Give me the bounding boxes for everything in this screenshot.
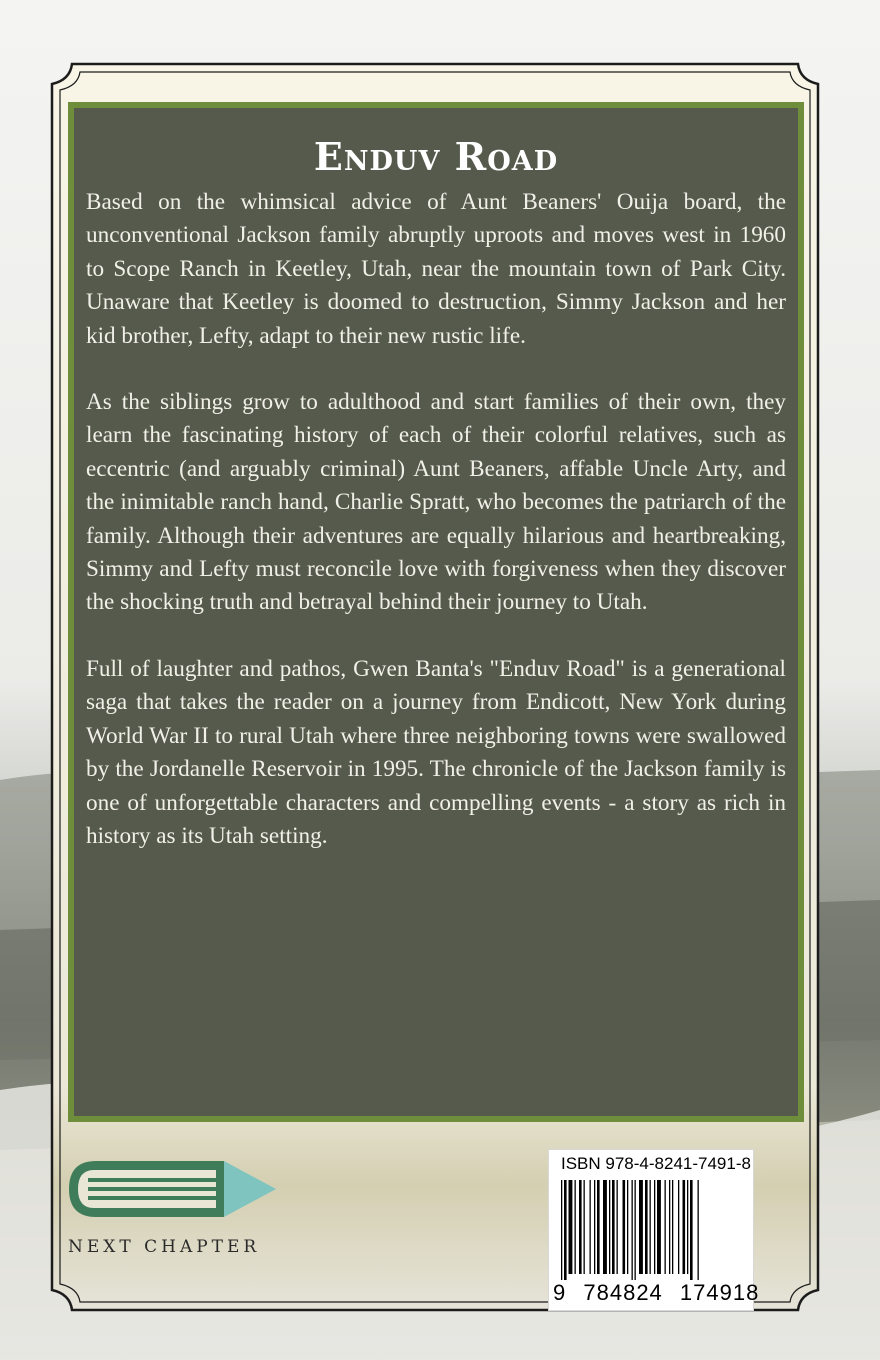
barcode-bar [627,1180,628,1274]
book-title: Enduv Road [313,134,559,179]
barcode-bar [584,1180,585,1274]
barcode-bar [639,1180,643,1274]
barcode-bar [669,1180,670,1274]
barcode-bar [590,1180,591,1274]
barcode-bar [645,1180,648,1274]
barcode-bar [687,1180,688,1274]
publisher-name: NEXT CHAPTER [68,1237,261,1257]
barcode-bar [650,1180,651,1274]
barcode-bar [632,1180,633,1280]
barcode-bar [575,1180,576,1274]
barcode-digit-lead: 9 [553,1280,567,1305]
barcode-bar [597,1180,600,1274]
barcode-bar [623,1180,626,1274]
barcode-bar [603,1180,607,1274]
barcode-bar [564,1180,567,1280]
isbn-barcode [548,1149,760,1311]
barcode-bar [665,1180,666,1274]
barcode-bar [683,1180,686,1274]
book-arrow-logo-icon [66,1158,278,1220]
barcode-bar [594,1180,595,1274]
barcode-bar [698,1180,699,1280]
barcode-bar [569,1180,573,1274]
synopsis-content [86,116,786,1108]
barcode-bar [672,1180,673,1274]
barcode-digits-group1: 784824 [583,1280,663,1305]
isbn-label: ISBN 978-4-8241-7491-8 [561,1154,751,1173]
barcode-digits [553,1280,760,1306]
barcode-bar [678,1180,679,1274]
barcode-bar [657,1180,661,1274]
synopsis-paragraph-2: As the siblings grow to adulthood and start families of their own, they learn the fascinating history of each of their colorful relatives, such as eccentric (and arguably criminal) Aunt Beaners, affable Uncle Arty, and the inimitable ranch hand, Charlie Spratt, who becomes the patriarch of the family. Although their adventures are equally hilarious and heartbreaking, Simmy and Lefty must reconcile love with forgiveness when they discover the shocking truth and betrayal behind their journey to Utah. [86,389,786,616]
barcode-bars [557,1180,745,1280]
barcode-bar [617,1180,618,1274]
synopsis-paragraph-3: Full of laughter and pathos, Gwen Banta's "Enduv Road" is a generational saga that takes the reader on a journey from Endicott, New York during World War II to rural Utah where three neighboring towns were swallowed by the Jordanelle Reservoir in 1995. The chronicle of the Jackson family is one of unforgettable characters and compelling events - a story as rich in history as its Utah setting. [86,655,786,849]
barcode-digits-group2: 174918 [679,1280,760,1305]
barcode-bar [579,1180,582,1274]
barcode-bar [654,1180,655,1274]
barcode-bar [690,1180,693,1280]
barcode-bar [561,1180,562,1280]
barcode-bar [635,1180,636,1280]
barcode-bar [609,1180,610,1274]
barcode-bar [612,1180,615,1274]
synopsis-paragraph-1: Based on the whimsical advice of Aunt Beaners' Ouija board, the unconventional Jackson family abruptly uproots and moves west in 1960 to Scope Ranch in Keetley, Utah, near the mountain town of Park City. Unaware that Keetley is doomed to destruction, Simmy Jackson and her kid brother, Lefty, adapt to their new rustic life. [86,189,786,349]
synopsis-panel [68,102,804,1122]
